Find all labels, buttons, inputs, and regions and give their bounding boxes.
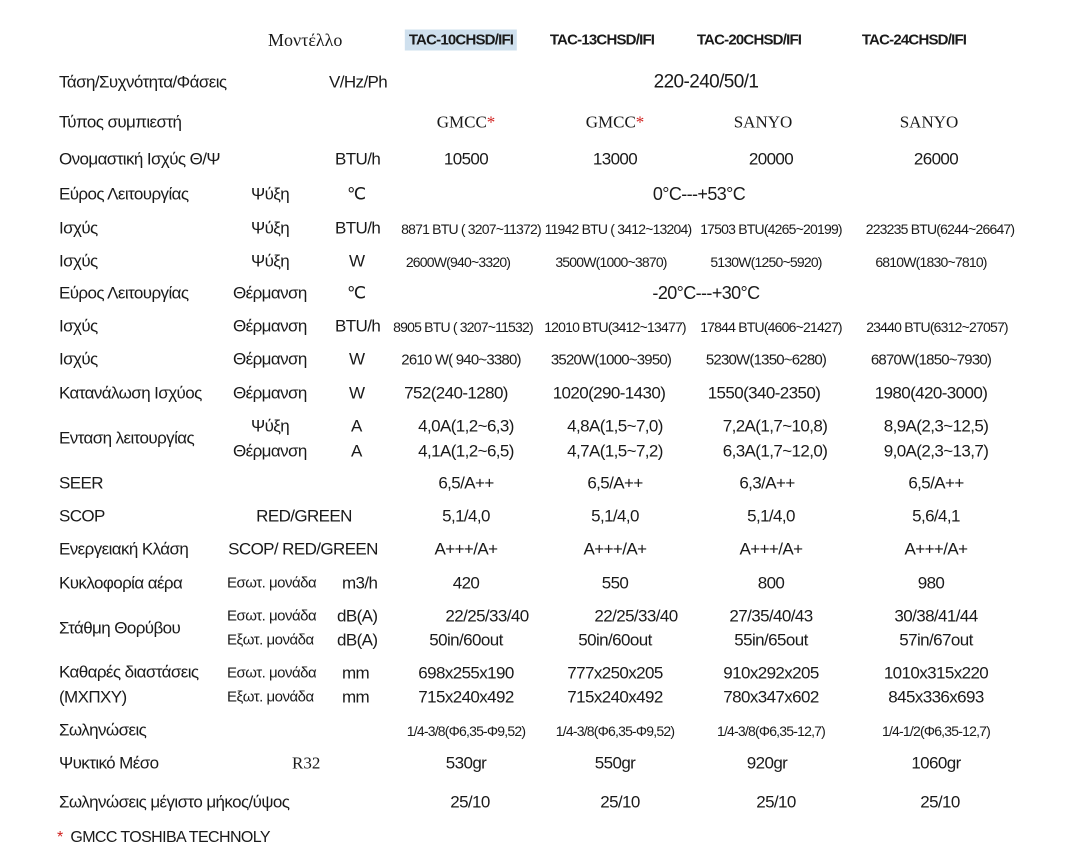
row-sub: Εξωτ. μονάδα — [227, 688, 314, 706]
cell-value: 5,1/4,0 — [442, 506, 490, 526]
model-header-label: Μοντέλλο — [268, 30, 343, 50]
row-unit: dB(A) — [337, 630, 378, 650]
row-label: Εύρος Λειτουργίας — [59, 283, 189, 303]
cell-value: 6,5/A++ — [908, 473, 964, 493]
cell-value: 4,8A(1,5~7,0) — [567, 416, 663, 436]
cell-value: 6,5/A++ — [587, 473, 643, 493]
cell-value: 980 — [917, 573, 945, 593]
cell-value: 223235 BTU(6244~26647) — [865, 221, 1015, 237]
cell-value: A+++/A+ — [583, 539, 647, 559]
row-sub: R32 — [292, 753, 321, 773]
row-label: Τάση/Συχνότητα/Φάσεις — [59, 72, 227, 92]
cell-value: 25/10 — [450, 792, 490, 812]
cell-value: 780x347x602 — [723, 687, 819, 707]
row-label: Ισχύς — [59, 349, 98, 369]
row-unit: ℃ — [347, 184, 366, 204]
cell-value: 9,0A(2,3~13,7) — [883, 441, 989, 461]
cell-value: 23440 BTU(6312~27057) — [866, 319, 1008, 335]
cell-value: 20000 — [748, 149, 794, 169]
cell-value: 4,0A(1,2~6,3) — [418, 416, 514, 436]
row-label: Ισχύς — [59, 218, 98, 238]
row-mode: Ψύξη — [251, 251, 290, 271]
row-unit: W — [349, 383, 365, 403]
row-unit: mm — [342, 687, 370, 707]
row-sub: SCOP/ RED/GREEN — [228, 539, 378, 559]
cell-value: 1980(420-3000) — [874, 383, 988, 403]
row-label: SCOP — [59, 506, 105, 526]
range-cool-value: 0°C---+53°C — [652, 184, 746, 204]
cell-value: 3520W(1000~3950) — [550, 351, 672, 369]
row-label: Ψυκτικό Μέσο — [59, 753, 159, 773]
cell-value: 420 — [452, 573, 480, 593]
row-label: Εύρος Λειτουργίας — [59, 184, 189, 204]
row-sub: Εσωτ. μονάδα — [227, 664, 317, 682]
row-unit: A — [351, 416, 362, 436]
row-unit: mm — [342, 663, 370, 683]
row-mode: Ψύξη — [251, 184, 290, 204]
row-unit: BTU/h — [335, 316, 381, 336]
cell-value: 1/4-3/8(Φ6,35-Φ9,52) — [406, 723, 526, 739]
row-sub: Εσωτ. μονάδα — [227, 574, 317, 592]
row-label: Ονομαστική Ισχύς Θ/Ψ — [59, 149, 220, 169]
cell-value: 5,1/4,0 — [591, 506, 639, 526]
range-heat-value: -20°C---+30°C — [652, 283, 760, 303]
row-label: Κατανάλωση Ισχύος — [59, 383, 202, 403]
cell-value: 30/38/41/44 — [894, 606, 978, 626]
model-header-4: TAC-24CHSD/IFI — [861, 31, 967, 49]
cell-value: 6810W(1830~7810) — [875, 254, 987, 270]
model-header-2: TAC-13CHSD/IFI — [549, 31, 655, 49]
row-unit: m3/h — [342, 573, 378, 593]
cell-value: 5130W(1250~5920) — [710, 254, 822, 270]
row-mode: Θέρμανση — [233, 283, 307, 303]
cell-value: A+++/A+ — [739, 539, 803, 559]
cell-value: 26000 — [913, 149, 959, 169]
cell-value: 2610 W( 940~3380) — [401, 351, 521, 369]
cell-value: 1060gr — [911, 753, 961, 773]
row-unit: dB(A) — [337, 606, 378, 626]
cell-value: 800 — [757, 573, 785, 593]
row-label: (ΜΧΠΧΥ) — [59, 687, 127, 707]
cell-value: 4,1A(1,2~6,5) — [418, 441, 514, 461]
cell-value: 17503 BTU(4265~20199) — [700, 221, 842, 237]
row-mode: Θέρμανση — [233, 383, 307, 403]
cell-value: 50in/60out — [429, 630, 503, 650]
row-mode: Θέρμανση — [233, 349, 307, 369]
row-mode: Θέρμανση — [233, 441, 307, 461]
cell-value: 11942 BTU ( 3412~13204) — [544, 221, 692, 237]
model-header-3: TAC-20CHSD/IFI — [696, 31, 802, 49]
row-sub: Εσωτ. μονάδα — [227, 607, 317, 625]
cell-value: 8905 BTU ( 3207~11532) — [393, 319, 533, 335]
cell-value: 1/4-3/8(Φ6,35-Φ9,52) — [555, 723, 675, 739]
row-mode: Ψύξη — [251, 218, 290, 238]
row-label: Τύπος συμπιεστή — [59, 112, 182, 132]
cell-value: 920gr — [746, 753, 788, 773]
cell-value: 6870W(1850~7930) — [870, 351, 992, 369]
cell-value: 530gr — [445, 753, 487, 773]
row-mode: Ψύξη — [251, 416, 290, 436]
row-label: Σωληνώσεις μέγιστο μήκος/ύψος — [59, 792, 290, 812]
row-unit: BTU/h — [335, 218, 381, 238]
cell-value: A+++/A+ — [904, 539, 968, 559]
compressor-value: SANYO — [733, 112, 793, 132]
cell-value: 7,2A(1,7~10,8) — [722, 416, 828, 436]
cell-value: 50in/60out — [578, 630, 652, 650]
row-label: Ενταση λειτουργίας — [59, 428, 195, 448]
cell-value: 1550(340-2350) — [707, 383, 821, 403]
cell-value: 13000 — [592, 149, 638, 169]
row-label: Σωληνώσεις — [59, 720, 147, 740]
row-unit: A — [351, 441, 362, 461]
cell-value: 8871 BTU ( 3207~11372) — [401, 221, 541, 237]
row-mode: Θέρμανση — [233, 316, 307, 336]
cell-value: 752(240-1280) — [404, 383, 508, 403]
compressor-value: GMCC* — [436, 112, 496, 132]
row-unit: W — [349, 251, 365, 271]
row-label: Ισχύς — [59, 316, 98, 336]
cell-value: 17844 BTU(4606~21427) — [700, 319, 842, 335]
cell-value: 25/10 — [756, 792, 796, 812]
cell-value: 1010x315x220 — [883, 663, 989, 683]
row-label: Κυκλοφορία αέρα — [59, 573, 183, 593]
cell-value: 22/25/33/40 — [445, 606, 529, 626]
cell-value: 550gr — [594, 753, 636, 773]
row-label: Ισχύς — [59, 251, 98, 271]
cell-value: 25/10 — [600, 792, 640, 812]
row-label: SEER — [59, 473, 103, 493]
row-unit: W — [349, 349, 365, 369]
cell-value: A+++/A+ — [434, 539, 498, 559]
row-unit: ℃ — [347, 283, 366, 303]
cell-value: 1020(290-1430) — [552, 383, 666, 403]
cell-value: 2600W(940~3320) — [405, 254, 511, 270]
cell-value: 777x250x205 — [567, 663, 663, 683]
cell-value: 8,9A(2,3~12,5) — [883, 416, 989, 436]
cell-value: 715x240x492 — [567, 687, 663, 707]
row-label: Ενεργειακή Κλάση — [59, 539, 189, 559]
row-unit: V/Hz/Ph — [329, 72, 388, 92]
cell-value: 3500W(1000~3870) — [555, 254, 667, 270]
cell-value: 6,5/A++ — [438, 473, 494, 493]
cell-value: 22/25/33/40 — [594, 606, 678, 626]
model-header-1: TAC-10CHSD/IFI — [405, 30, 517, 51]
cell-value: 1/4-3/8(Φ6,35-12,7) — [716, 723, 826, 739]
cell-value: 27/35/40/43 — [729, 606, 813, 626]
row-sub: RED/GREEN — [256, 506, 352, 526]
cell-value: 845x336x693 — [888, 687, 984, 707]
voltage-value: 220-240/50/1 — [653, 71, 759, 93]
footnote: * GMCC TOSHIBA TECHNOLY — [57, 829, 270, 846]
row-label: Καθαρές διαστάσεις — [59, 662, 199, 682]
cell-value: 6,3/A++ — [739, 473, 795, 493]
row-sub: Εξωτ. μονάδα — [227, 631, 314, 649]
compressor-value: SANYO — [899, 112, 959, 132]
cell-value: 5,1/4,0 — [747, 506, 795, 526]
cell-value: 55in/65out — [734, 630, 808, 650]
cell-value: 910x292x205 — [723, 663, 819, 683]
row-unit: BTU/h — [335, 149, 381, 169]
cell-value: 6,3A(1,7~12,0) — [722, 441, 828, 461]
cell-value: 5230W(1350~6280) — [705, 351, 827, 369]
cell-value: 698x255x190 — [418, 663, 514, 683]
cell-value: 25/10 — [920, 792, 960, 812]
cell-value: 1/4-1/2(Φ6,35-12,7) — [881, 723, 991, 739]
cell-value: 10500 — [443, 149, 489, 169]
compressor-value: GMCC* — [585, 112, 645, 132]
row-label: Στάθμη Θορύβου — [59, 618, 181, 638]
cell-value: 550 — [601, 573, 629, 593]
cell-value: 715x240x492 — [418, 687, 514, 707]
cell-value: 5,6/4,1 — [912, 506, 960, 526]
cell-value: 57in/67out — [899, 630, 973, 650]
cell-value: 12010 BTU(3412~13477) — [544, 319, 686, 335]
cell-value: 4,7A(1,5~7,2) — [567, 441, 663, 461]
